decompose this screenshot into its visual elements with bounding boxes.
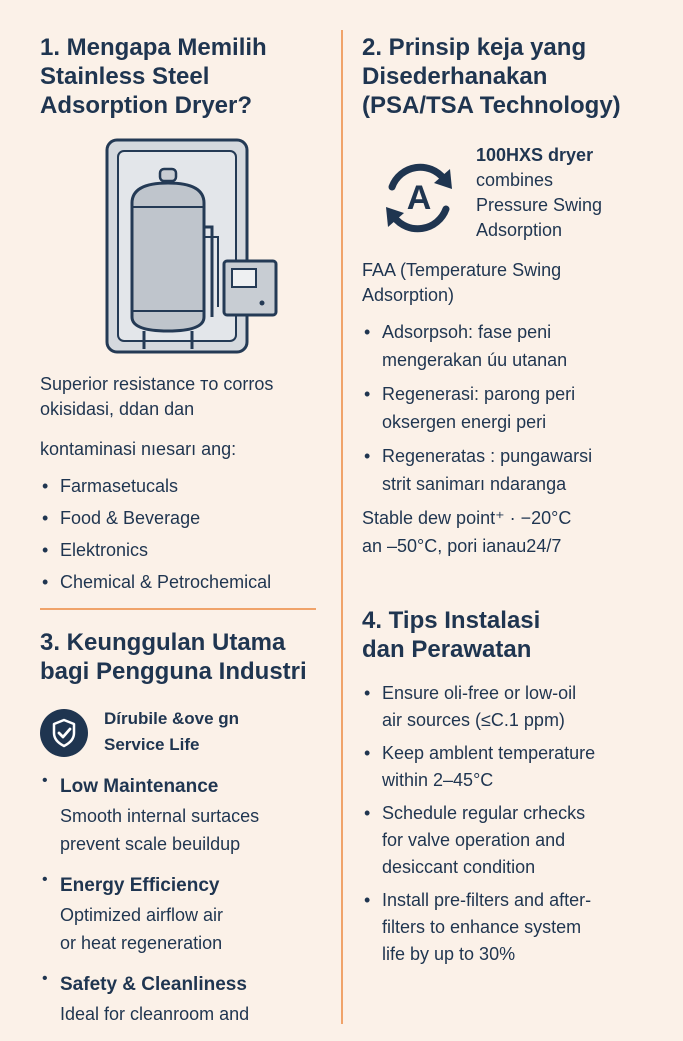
section1-intro-line3: kontaminasi nıesarı ang: (40, 439, 237, 459)
process-steps-list (362, 318, 662, 504)
step-line2: strit sanimarı ndaranga (382, 474, 567, 494)
durable-feature (104, 706, 324, 758)
shield-check-icon (40, 709, 88, 757)
advantage-desc: Optimized airflow air (60, 905, 224, 925)
tip-line2: for valve operation and (382, 830, 566, 850)
step-line1: Regenerasi: parong peri (382, 384, 576, 404)
dew-point-line2: an –50°C, pori ianau24/7 (362, 536, 562, 556)
section3-title (40, 628, 330, 686)
section4-title (362, 606, 662, 664)
cycle-icon-letter: A (406, 179, 432, 217)
tips-list (362, 680, 662, 974)
industry-list (40, 470, 330, 598)
intro-line: Pressure Swing (476, 195, 603, 215)
tsa-heading (362, 258, 662, 308)
list-item: • Chemical & Petrochemical (40, 566, 330, 598)
list-item (362, 740, 662, 794)
dew-point-note (362, 504, 662, 560)
advantage-desc: Smooth internal surtaces (60, 806, 260, 826)
section4-title-line1: 4. Tips Instalasi (362, 607, 541, 634)
section2-title-line1: 2. Prinsip keja yang (362, 34, 587, 61)
section2-title-line3: (PSA/TSA Technology) (362, 92, 621, 119)
tip-line1: Ensure oli-free or low-oil (382, 683, 577, 703)
list-item (362, 318, 662, 374)
section1-title-line2: Stainless Steel (40, 63, 210, 90)
step-line1: Regeneratas : pungawarsi (382, 446, 593, 466)
section2-title-line2: Disederhanakan (362, 63, 548, 90)
list-item: • Farmasetucals (40, 470, 330, 502)
intro-line: Adsorption (476, 220, 563, 240)
section1-intro-line1: Superior resistance ᴛo corros (40, 374, 274, 394)
list-item: • Food & Beverage (40, 502, 330, 534)
list-item (362, 887, 662, 968)
section2-title (362, 33, 662, 120)
tip-line2: filters to enhance system (382, 917, 582, 937)
list-item (362, 380, 662, 436)
section3-title-line1: 3. Keunggulan Utama (40, 629, 286, 656)
adsorption-dryer-illustration (104, 137, 280, 355)
list-item: • Elektronics (40, 534, 330, 566)
advantages-list (40, 772, 330, 1041)
tsa-heading-line2: Adsorption) (362, 285, 455, 305)
tip-line3: life by up to 30% (382, 944, 516, 964)
tip-line1: Install pre-filters and after- (382, 890, 592, 910)
advantage-title: • Energy Efficiency (60, 875, 220, 896)
section1-title (40, 33, 267, 120)
list-item (362, 800, 662, 881)
section1-intro-line2: okisidasi, ddan dan (40, 399, 195, 419)
tip-line3: desiccant condition (382, 857, 536, 877)
section2-intro (476, 143, 666, 243)
adsorption-cycle-icon (378, 157, 460, 239)
list-item (362, 680, 662, 734)
section1-title-line1: 1. Mengapa Memilih (40, 34, 267, 61)
list-item (40, 772, 330, 858)
intro-line: 100HXS dryer (476, 145, 594, 165)
feature-line2: Service Life (104, 735, 200, 754)
intro-line: combines (476, 170, 554, 190)
list-item (40, 970, 330, 1028)
list-item (40, 871, 330, 957)
tsa-heading-line1: FAA (Temperature Swing (362, 260, 562, 280)
section1-intro (40, 372, 330, 422)
tip-line2: air sources (≤C.1 ppm) (382, 710, 565, 730)
tip-line1: Schedule regular crhecks (382, 803, 586, 823)
dew-point-line1: Stable dew point⁺ · −20°C (362, 508, 572, 528)
section1-title-line3: Adsorption Dryer? (40, 92, 253, 119)
column-divider (341, 30, 343, 1024)
section4-title-line2: dan Perawatan (362, 636, 532, 663)
feature-line1: Dírubile &ove gn (104, 709, 240, 728)
tip-line1: Keep amblent temperature (382, 743, 596, 763)
advantage-title: • Safety & Cleanliness (60, 974, 247, 995)
tip-line2: within 2–45°C (382, 770, 494, 790)
advantage-desc: Ideal for cleanroom and (60, 1004, 250, 1024)
step-line2: oksergen energi peri (382, 412, 547, 432)
step-line1: Adsorpsoh: fase peni (382, 322, 552, 342)
advantage-title: • Low Maintenance (60, 776, 219, 797)
advantage-desc: prevent scale beuildup (60, 834, 241, 854)
section3-title-line2: bagi Pengguna Industri (40, 658, 307, 685)
list-item (362, 442, 662, 498)
step-line2: mengerakan úu utanan (382, 350, 568, 370)
advantage-desc: or heat regeneration (60, 933, 223, 953)
section-divider (40, 608, 316, 610)
